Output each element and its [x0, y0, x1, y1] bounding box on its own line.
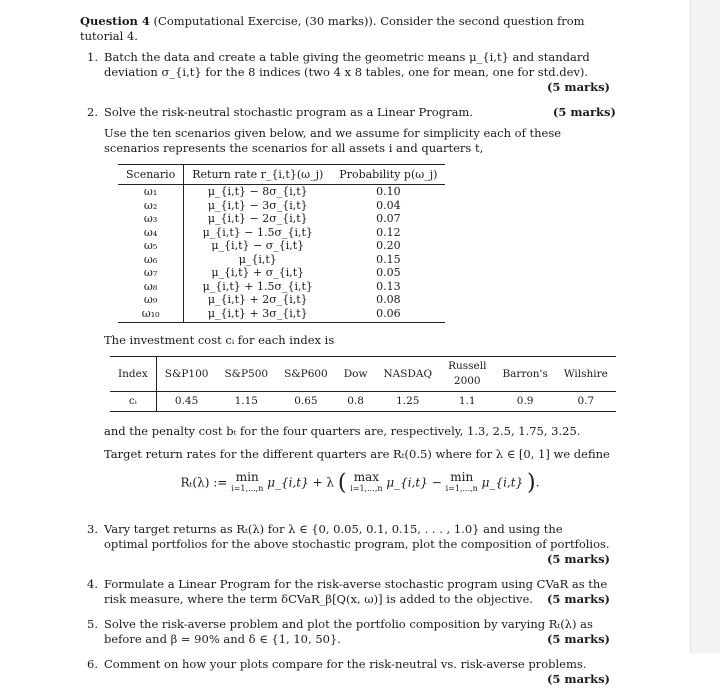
scenario-table	[118, 164, 445, 323]
rate-cell: μ_{i,t}	[238, 252, 277, 266]
formula-max: max	[353, 470, 380, 484]
cost-value-cell: 1.25	[375, 392, 440, 412]
prob-cell: 0.13	[376, 279, 401, 293]
item-text: Comment on how your plots compare for the risk-neutral vs. risk-averse problems.	[104, 657, 587, 671]
formula-mu: μ_{i,t}	[386, 475, 428, 490]
cost-header-cell: Index	[110, 357, 156, 392]
question-intro: (Computational Exercise, (30 marks)). Consider the second question from tutorial 4.	[80, 14, 585, 43]
formula-min: min	[450, 470, 474, 484]
cost-value-cell: 0.9	[494, 392, 555, 412]
penalty-text: and the penalty cost bₜ for the four quarters are, respectively, 1.3, 2.5, 1.75, 3.25.	[104, 424, 581, 438]
prob-cell: 0.06	[331, 307, 445, 323]
cost-intro: The investment cost cᵢ for each index is	[104, 333, 335, 347]
item-number: 3.	[87, 522, 98, 536]
scenario-cell: ω₈	[118, 280, 184, 294]
scrollbar-track[interactable]	[690, 0, 720, 653]
cost-value-cell: 0.8	[336, 392, 376, 412]
cost-header-cell: S&P100	[156, 357, 216, 392]
item-marks: (5 marks)	[546, 80, 610, 94]
formula-subscript: i=1,...,n	[231, 484, 264, 493]
prob-cell: 0.15	[376, 252, 401, 266]
cost-header-cell: Dow	[336, 357, 376, 392]
question-header	[80, 14, 610, 44]
formula-mu: μ_{i,t}	[481, 475, 524, 490]
scenario-cell: ω₉	[118, 293, 184, 307]
scenario-cell: ω₃	[118, 212, 184, 226]
rate-cell: μ_{i,t} − 2σ_{i,t}	[207, 212, 308, 225]
rate-cell: μ_{i,t} + 2σ_{i,t}	[207, 293, 308, 306]
formula-subscript: i=1,...,n	[350, 484, 383, 493]
prob-cell: 0.20	[376, 239, 401, 252]
item-3	[80, 522, 610, 567]
scenario-row	[118, 212, 445, 226]
scenario-row	[118, 253, 445, 267]
cost-header-cell: Russell 2000	[440, 357, 494, 392]
cost-value-cell: cᵢ	[110, 392, 156, 412]
cost-value-cell: 1.1	[440, 392, 494, 412]
target-text: Target return rates for the different quarters are Rₜ(0.5) where for λ ∈ [0, 1] we define	[104, 447, 610, 461]
prob-cell: 0.12	[376, 225, 401, 239]
formula-min: min	[235, 470, 259, 484]
rate-cell: μ_{i,t} − 1.5σ_{i,t}	[202, 225, 313, 239]
cost-header-cell: S&P500	[216, 357, 276, 392]
cost-table	[110, 356, 616, 412]
item-number: 2.	[87, 105, 98, 119]
item-4	[80, 577, 610, 607]
scenario-cell: ω₂	[118, 199, 184, 213]
item-marks: (5 marks)	[546, 592, 610, 606]
prob-cell: 0.10	[376, 185, 401, 198]
item-marks: (5 marks)	[546, 552, 610, 566]
prob-cell: 0.04	[376, 198, 401, 212]
formula-lhs: Rₜ(λ) :=	[180, 475, 228, 490]
cost-header-cell: S&P600	[276, 357, 336, 392]
rate-cell: μ_{i,t} + 1.5σ_{i,t}	[202, 279, 313, 293]
rate-cell: μ_{i,t} − 3σ_{i,t}	[207, 198, 308, 212]
scenario-row	[118, 293, 445, 307]
item-number: 6.	[87, 657, 98, 671]
cost-header-cell: Wilshire	[556, 357, 616, 392]
rate-header: Return rate r_{i,t}(ω_j)	[184, 165, 332, 185]
cost-header-cell: NASDAQ	[375, 357, 440, 392]
scenario-row	[118, 307, 445, 323]
scenario-cell: ω₅	[118, 239, 184, 253]
question-content	[80, 10, 616, 697]
formula-subscript: i=1,...,n	[445, 484, 478, 493]
question-title: Question 4	[80, 14, 150, 28]
scenario-row	[118, 239, 445, 253]
scenario-row	[118, 199, 445, 213]
item-2	[80, 105, 616, 512]
item-1	[80, 50, 610, 95]
scenario-cell: ω₁₀	[118, 307, 184, 323]
rate-cell: μ_{i,t} − 8σ_{i,t}	[207, 185, 308, 198]
prob-cell: 0.05	[376, 266, 401, 279]
item-marks: (5 marks)	[546, 672, 610, 686]
prob-cell: 0.08	[376, 293, 401, 306]
target-formula: Rₜ(λ) := min i=1,...,n μ_{i,t} + λ ( max i=1,...,n μ_{i,t} − min i=1,...,n μ_{i,t} ).	[180, 470, 540, 496]
scenario-cell: ω₄	[118, 226, 184, 240]
formula-plus-lambda: + λ	[312, 475, 335, 490]
item-6	[80, 657, 610, 687]
scenario-cell: ω₆	[118, 253, 184, 267]
item-5	[80, 617, 610, 647]
cost-value-cell: 0.65	[276, 392, 336, 412]
formula-minus: −	[431, 475, 442, 490]
scenario-intro: Use the ten scenarios given below, and we assume for simplicity each of these scenarios represents the scenarios for all assets i and quarters t,	[104, 126, 562, 155]
scenario-row	[118, 266, 445, 280]
item-text: Solve the risk-neutral stochastic program as a Linear Program.	[104, 105, 473, 119]
item-text: Solve the risk-averse problem and plot the portfolio composition by varying Rₜ(λ) as before and β = 90% and δ ∈ {1, 10, 50}.	[104, 617, 593, 646]
scenario-row	[118, 280, 445, 294]
scenario-header: Scenario	[118, 165, 184, 185]
prob-cell: 0.07	[376, 212, 401, 225]
item-number: 5.	[87, 617, 98, 631]
scenario-row	[118, 185, 445, 199]
item-marks: (5 marks)	[546, 632, 610, 646]
cost-value-cell: 1.15	[216, 392, 276, 412]
prob-header: Probability p(ω_j)	[331, 165, 445, 185]
scenario-cell: ω₇	[118, 266, 184, 280]
scenario-cell: ω₁	[118, 185, 184, 199]
rate-cell: μ_{i,t} + 3σ_{i,t}	[184, 307, 332, 323]
item-text: Batch the data and create a table giving the geometric means μ_{i,t} and standard deviation σ_{i,t} for the 8 indices (two 4 x 8 tables, one for mean, one for std.dev).	[104, 50, 590, 79]
item-marks: (5 marks)	[552, 105, 616, 119]
item-number: 4.	[87, 577, 98, 591]
rate-cell: μ_{i,t} − σ_{i,t}	[211, 239, 305, 252]
item-text: Formulate a Linear Program for the risk-averse stochastic program using CVaR as the risk measure, where the term δCVaR_β[Q(x, ω)] is added to the objective.	[104, 577, 608, 606]
rate-cell: μ_{i,t} + σ_{i,t}	[211, 266, 305, 279]
item-number: 1.	[87, 50, 98, 64]
cost-value-cell: 0.45	[156, 392, 216, 412]
cost-header-cell: Barron's	[494, 357, 555, 392]
scenario-row	[118, 226, 445, 240]
formula-mu: μ_{i,t}	[267, 475, 309, 490]
item-text: Vary target returns as Rₜ(λ) for λ ∈ {0, 0.05, 0.1, 0.15, . . . , 1.0} and using the optimal portfolios for the above stochastic program, plot the composition of portfolios.	[104, 522, 610, 551]
cost-value-cell: 0.7	[556, 392, 616, 412]
